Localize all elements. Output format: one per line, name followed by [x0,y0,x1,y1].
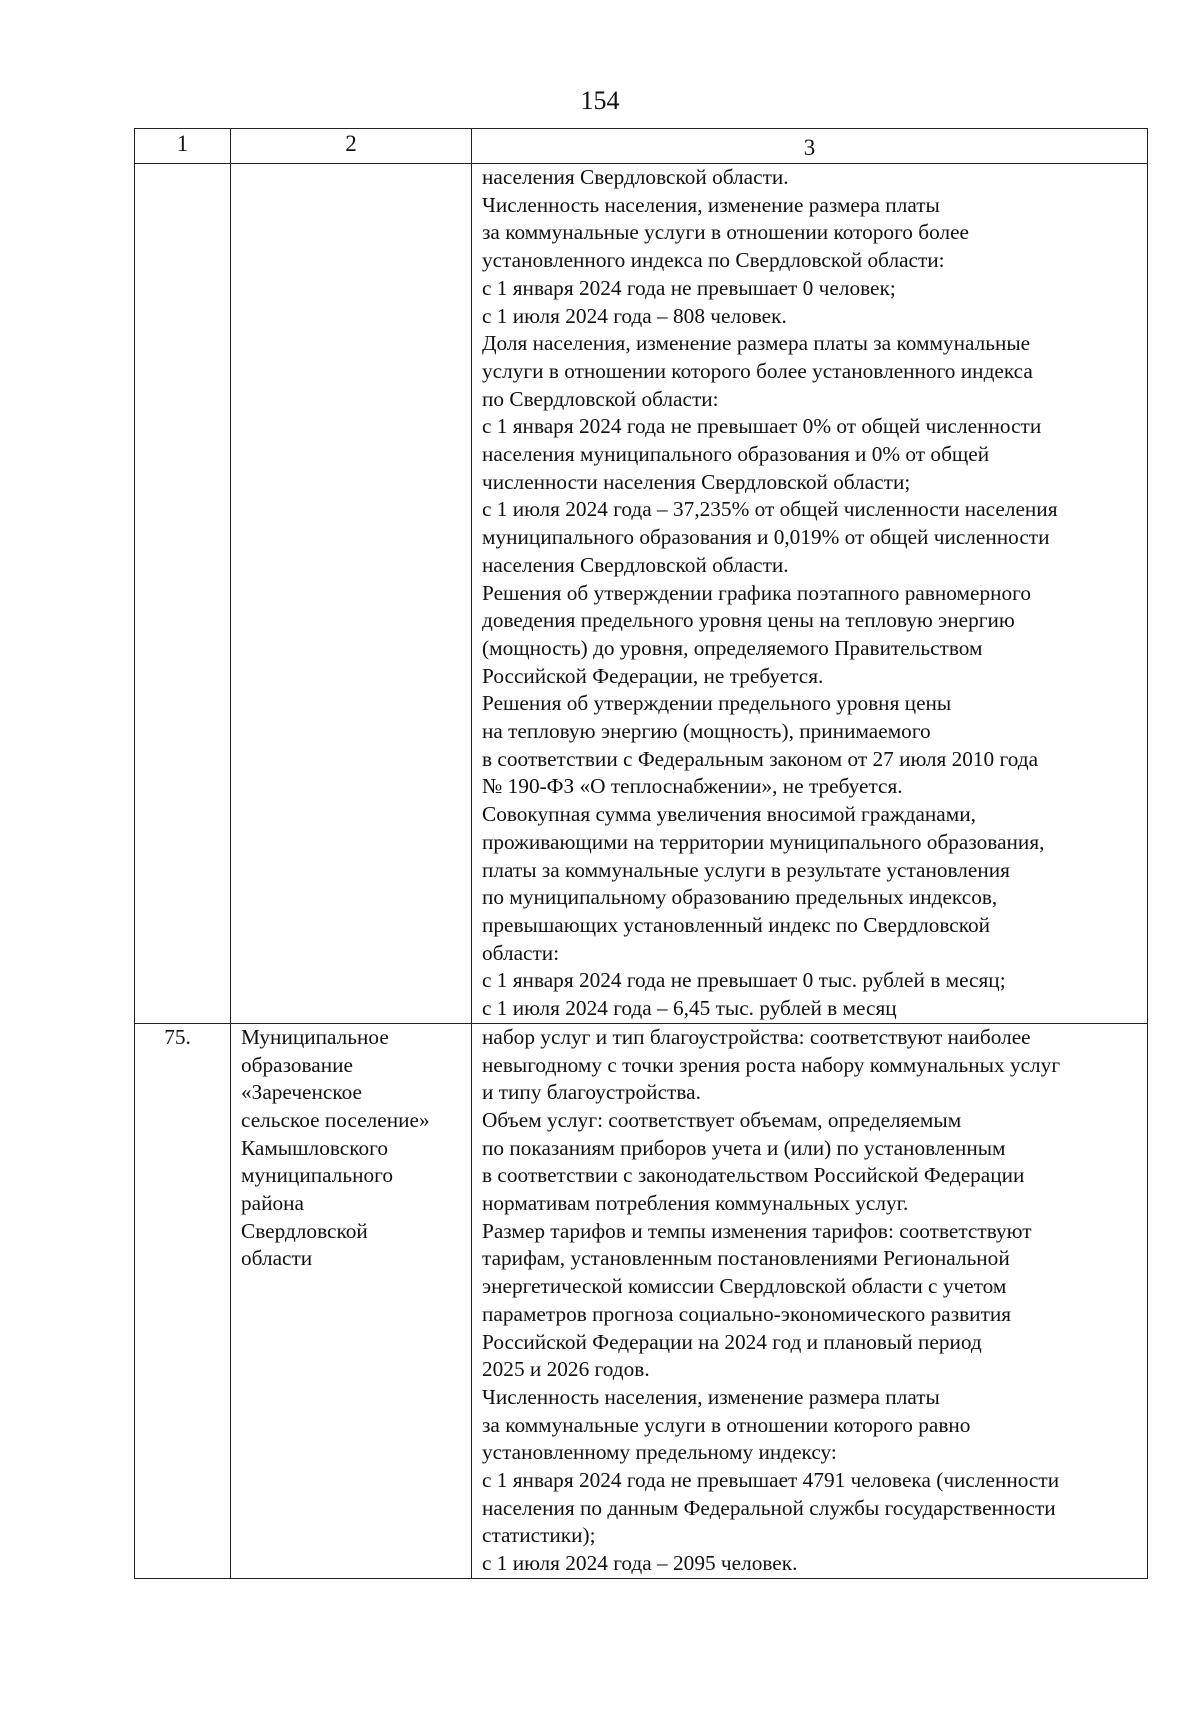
text-line: превышающих установленный индекс по Свердловской [482,912,991,937]
text-line: за коммунальные услуги в отношении которого более [482,220,969,245]
row-name-cell [231,1023,472,1578]
table-row-75 [135,1023,1148,1578]
text-line: и типу благоустройства. [482,1080,701,1105]
text-line: (мощность) до уровня, определяемого Правительством [482,635,983,660]
text-line: с 1 июля 2024 года – 6,45 тыс. рублей в месяц [482,996,897,1021]
text-line: энергетической комиссии Свердловской области с учетом [482,1274,1007,1299]
text-line: Доля населения, изменение размера платы за коммунальные [482,331,1031,356]
text-line: с 1 января 2024 года не превышает 0 тыс. рублей в месяц; [482,968,1006,993]
table-header-row [135,129,1148,164]
name-line: Камышловского [241,1135,388,1160]
text-line: в соответствии с законодательством Российской Федерации [482,1163,1025,1188]
document-table [134,128,1148,1579]
text-line: 2025 и 2026 годов. [482,1357,650,1382]
text-line: с 1 июля 2024 года – 37,235% от общей численности населения [482,497,1058,522]
text-line: муниципального образования и 0,019% от общей численности [482,525,1050,550]
text-line: невыгодному с точки зрения роста набору коммунальных услуг [482,1052,1061,1077]
text-line: Российской Федерации, не требуется. [482,663,824,688]
text-line: параметров прогноза социально-экономического развития [482,1301,1012,1326]
text-line: в соответствии с Федеральным законом от 27 июля 2010 года [482,746,1039,771]
header-col-2: 2 [231,129,472,164]
row-content-cell [472,1023,1148,1578]
text-line: населения муниципального образования и 0% от общей [482,442,990,467]
header-col-3: 3 [472,129,1148,164]
text-line: Численность населения, изменение размера платы [482,192,940,217]
name-line: «Зареченское [241,1080,362,1105]
name-line: области [241,1246,313,1271]
row-number-cell [135,164,231,1024]
text-line: с 1 января 2024 года не превышает 4791 человека (численности [482,1468,1060,1493]
text-line: Размер тарифов и темпы изменения тарифов: соответствуют [482,1218,1032,1243]
text-line: области: [482,940,560,965]
name-line: Свердловской [241,1218,368,1243]
text-line: услуги в отношении которого более установленного индекса [482,358,1033,383]
page-number: 154 [580,86,620,115]
text-line: проживающими на территории муниципального образования, [482,829,1045,854]
text-line: платы за коммунальные услуги в результате установления [482,857,1010,882]
text-line: с 1 января 2024 года не превышает 0 человек; [482,275,896,300]
text-line: населения Свердловской области. [482,552,789,577]
text-line: населения Свердловской области. [482,165,789,189]
row-content-cell [472,164,1148,1024]
text-line: с 1 января 2024 года не превышает 0% от общей численности [482,414,1042,439]
text-line: установленному предельному индексу: [482,1440,837,1465]
row-number-cell: 75. [135,1023,231,1578]
municipality-name [241,1024,471,1273]
name-line: района [241,1191,304,1216]
name-line: муниципального [241,1163,393,1188]
text-line: установленного индекса по Свердловской области: [482,248,945,273]
text-line: Решения об утверждении графика поэтапного равномерного [482,580,1032,605]
name-line: Муниципальное [241,1024,389,1049]
text-line: с 1 июля 2024 года – 808 человек. [482,303,787,328]
continuation-text [482,164,1139,1023]
text-line: населения по данным Федеральной службы государственности [482,1495,1056,1520]
text-line: набор услуг и тип благоустройства: соответствуют наиболее [482,1024,1031,1049]
text-line: по Свердловской области: [482,386,719,411]
row-75-text [482,1024,1139,1578]
header-col-1: 1 [135,129,231,164]
text-line: Численность населения, изменение размера платы [482,1384,940,1409]
table-row-continuation [135,164,1148,1024]
text-line: Российской Федерации на 2024 год и плановый период [482,1329,982,1354]
text-line: тарифам, установленным постановлениями Региональной [482,1246,1010,1271]
text-line: Совокупная сумма увеличения вносимой гражданами, [482,802,976,827]
text-line: по показаниям приборов учета и (или) по установленным [482,1135,1006,1160]
text-line: на тепловую энергию (мощность), принимаемого [482,719,931,744]
text-line: нормативам потребления коммунальных услуг. [482,1191,909,1216]
text-line: статистики); [482,1523,596,1548]
text-line: численности населения Свердловской области; [482,469,911,494]
row-name-cell [231,164,472,1024]
text-line: № 190-ФЗ «О теплоснабжении», не требуется. [482,774,903,799]
text-line: за коммунальные услуги в отношении которого равно [482,1412,971,1437]
name-line: сельское поселение» [241,1107,430,1132]
text-line: с 1 июля 2024 года – 2095 человек. [482,1551,798,1576]
text-line: доведения предельного уровня цены на тепловую энергию [482,608,1015,633]
name-line: образование [241,1052,353,1077]
text-line: Решения об утверждении предельного уровня цены [482,691,952,716]
text-line: по муниципальному образованию предельных индексов, [482,885,998,910]
text-line: Объем услуг: соответствует объемам, определяемым [482,1107,962,1132]
